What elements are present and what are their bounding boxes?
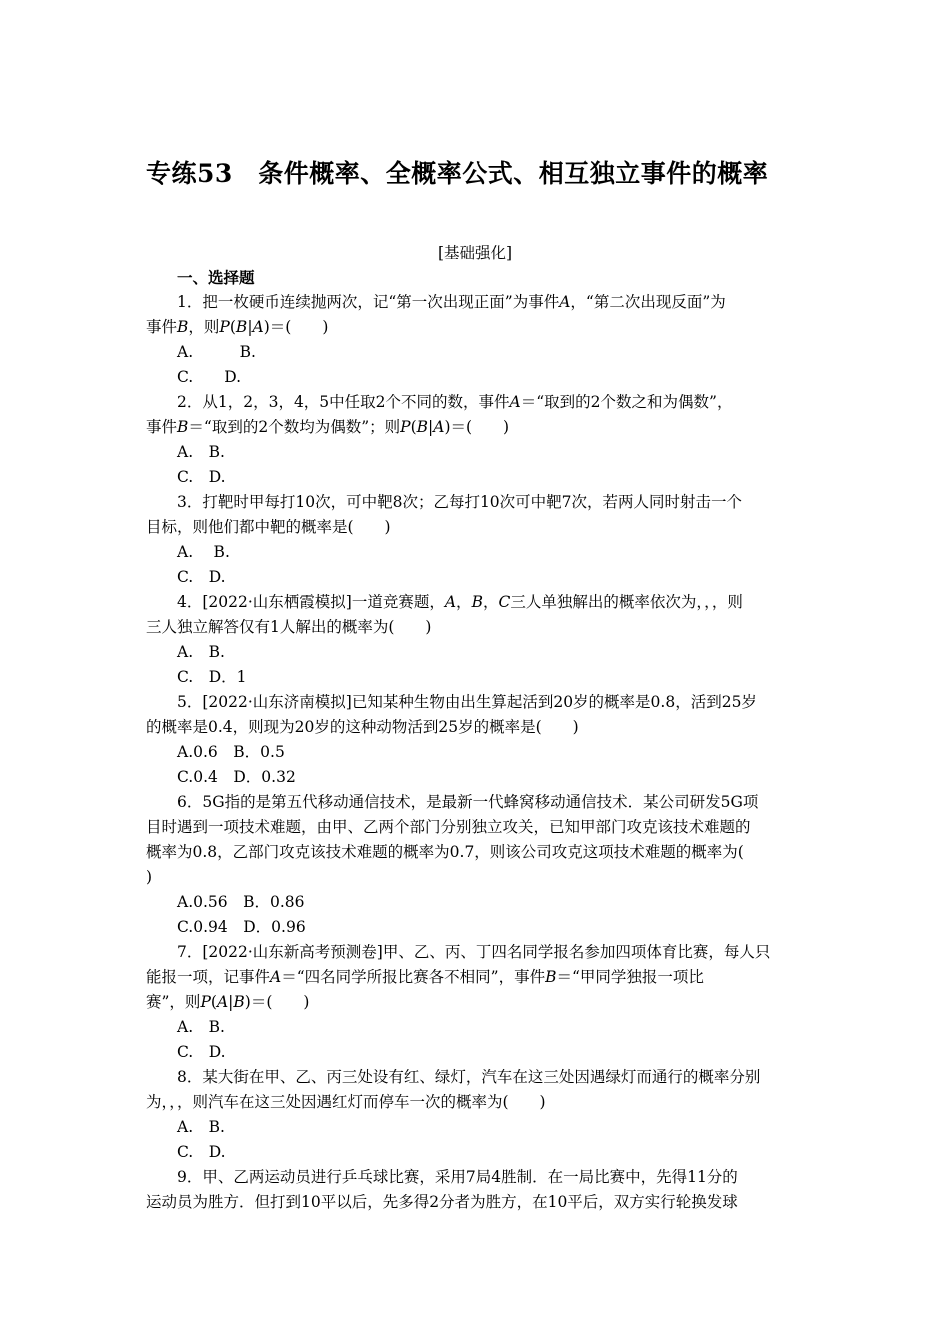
question-5-options-ab: A.0.6 B．0.5 [177,743,285,761]
question-6-line-1: 6．5G指的是第五代移动通信技术，是最新一代蜂窝移动通信技术．某公司研发5G项 [177,793,759,811]
question-2-options-cd: C. D. [177,468,226,486]
question-8-options-cd: C. D. [177,1143,226,1161]
question-8-options-ab: A. B. [177,1118,225,1136]
question-4-options-cd: C. D．1 [177,668,247,686]
question-1-line-1: 1．把一枚硬币连续抛两次，记“第一次出现正面”为事件A，“第二次出现反面”为 [177,293,726,311]
section-label: [基础强化] [437,244,513,262]
question-4-line-1: 4．[2022·山东栖霞模拟]一道竞赛题，A，B，C三人单独解出的概率依次为，，，则 [177,593,743,611]
question-1-line-2: 事件B，则P(B|A)＝( ) [146,318,329,336]
question-6-line-4: ) [146,868,153,886]
question-6-line-3: 概率为0.8，乙部门攻克该技术难题的概率为0.7，则该公司攻克这项技术难题的概率为( [146,843,744,861]
question-7-line-1: 7．[2022·山东新高考预测卷]甲、乙、丙、丁四名同学报名参加四项体育比赛，每人只 [177,943,771,961]
question-4-line-2: 三人独立解答仅有1人解出的概率为( ) [146,618,432,636]
question-7-options-ab: A. B. [177,1018,225,1036]
question-7-line-2: 能报一项，记事件A＝“四名同学所报比赛各不相同”，事件B＝“甲同学独报一项比 [146,968,704,986]
question-5-line-2: 的概率是0.4，则现为20岁的这种动物活到25岁的概率是( ) [146,718,579,736]
question-2-line-2: 事件B＝“取到的2个数均为偶数”；则P(B|A)＝( ) [146,418,510,436]
question-3-line-1: 3．打靶时甲每打10次，可中靶8次；乙每打10次可中靶7次，若两人同时射击一个 [177,493,743,511]
question-3-options-cd: C. D. [177,568,226,586]
question-7-line-3: 赛”，则P(A|B)＝( ) [146,993,310,1011]
question-6-options-cd: C.0.94 D．0.96 [177,918,306,936]
question-3-options-ab: A. B. [177,543,230,561]
section-heading: 一、选择题 [177,268,255,287]
question-2-line-1: 2．从1，2，3，4，5中任取2个不同的数，事件A＝“取到的2个数之和为偶数”， [177,393,733,411]
question-2-options-ab: A. B. [177,443,225,461]
question-5-line-1: 5．[2022·山东济南模拟]已知某种生物由出生算起活到20岁的概率是0.8，活到25岁 [177,693,757,711]
question-8-line-1: 8．某大街在甲、乙、丙三处设有红、绿灯，汽车在这三处因遇绿灯而通行的概率分别 [177,1068,761,1086]
question-4-options-ab: A. B. [177,643,225,661]
question-list [146,265,808,1215]
question-3-line-2: 目标，则他们都中靶的概率是( ) [146,518,391,536]
question-6-line-2: 目时遇到一项技术难题，由甲、乙两个部门分别独立攻关，已知甲部门攻克该技术难题的 [146,818,751,836]
page-title: 专练53 条件概率、全概率公式、相互独立事件的概率 [146,159,769,188]
question-1-options-ab: A. B. [177,343,256,361]
question-8-line-2: 为，，，则汽车在这三处因遇红灯而停车一次的概率为( ) [146,1093,546,1111]
question-7-options-cd: C. D. [177,1043,226,1061]
question-9-line-1: 9．甲、乙两运动员进行乒乓球比赛，采用7局4胜制．在一局比赛中，先得11分的 [177,1168,738,1186]
question-9-line-2: 运动员为胜方．但打到10平以后，先多得2分者为胜方，在10平后，双方实行轮换发球 [146,1193,738,1211]
question-1-options-cd: C. D. [177,368,242,386]
question-6-options-ab: A.0.56 B．0.86 [177,893,305,911]
question-5-options-cd: C.0.4 D．0.32 [177,768,296,786]
